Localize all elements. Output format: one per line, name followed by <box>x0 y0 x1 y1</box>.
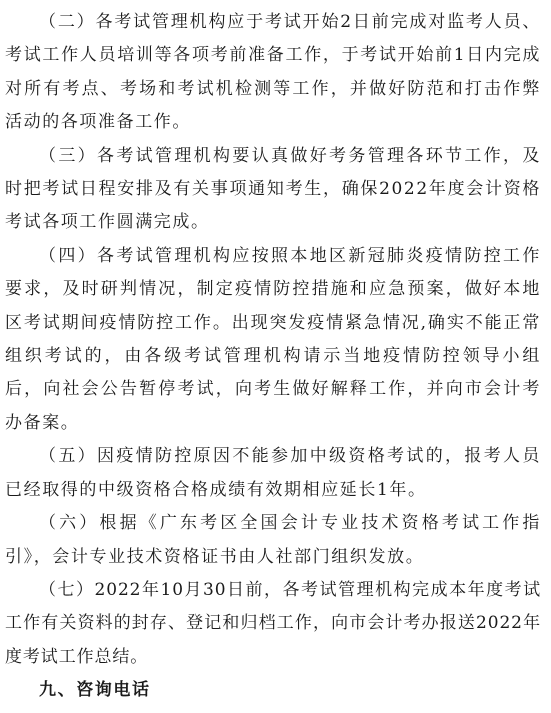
paragraph-7: （七）2022年10月30日前，各考试管理机构完成本年度考试工作有关资料的封存、登记和归档工作，向市会计考办报送2022年度考试工作总结。 <box>5 579 541 667</box>
paragraph-3: （三）各考试管理机构要认真做好考务管理各环节工作，及时把考试日程安排及有关事项通知考生，确保2022年度会计资格考试各项工作圆满完成。 <box>5 145 541 233</box>
paragraph-6: （六）根据《广东考区全国会计专业技术资格考试工作指引》，会计专业技术资格证书由人社部门组织发放。 <box>5 513 541 567</box>
paragraph-5: （五）因疫情防控原因不能参加中级资格考试的，报考人员已经取得的中级资格合格成绩有效期相应延长1年。 <box>5 446 541 500</box>
paragraph-4: （四）各考试管理机构应按照本地区新冠肺炎疫情防控工作要求，及时研判情况，制定疫情防控措施和应急预案，做好本地区考试期间疫情防控工作。出现突发疫情紧急情况,确实不能正常组织考试的，由各级考试管理机构请示当地疫情防控领导小组后，向社会公告暂停考试，向考生做好解释工作，并向市会计考办备案。 <box>5 245 541 433</box>
paragraph-2: （二）各考试管理机构应于考试开始2日前完成对监考人员、考试工作人员培训等各项考前准备工作，于考试开始前1日内完成对所有考点、考场和考试机检测等工作，并做好防范和打击作弊活动的各项准备工作。 <box>5 12 541 133</box>
section-heading: 九、咨询电话 <box>39 680 151 701</box>
